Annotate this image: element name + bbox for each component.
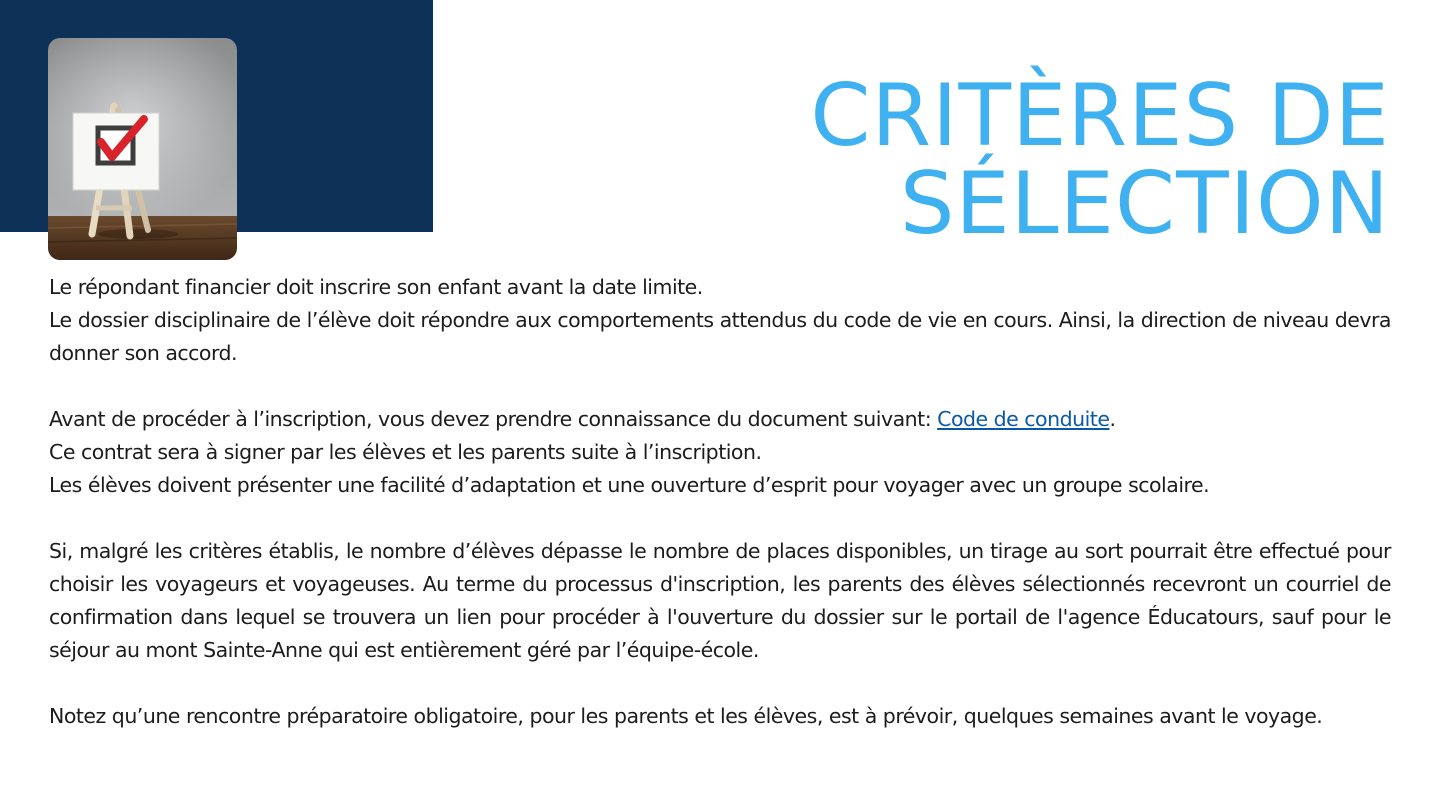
code-of-conduct-suffix: . (1109, 407, 1116, 431)
selection-criteria-text (49, 271, 1391, 733)
paragraph-disciplinary-record: Le dossier disciplinaire de l’élève doit répondre aux comportements attendus du code de vie en cours. Ainsi, la direction de niveau devra donner son accord. (49, 308, 1391, 365)
page-title (810, 66, 1390, 254)
spacer (49, 667, 1391, 700)
checkbox-easel-photo-icon (48, 38, 237, 260)
spacer (49, 370, 1391, 403)
title-line-1: CRITÈRES DE (810, 66, 1390, 166)
paragraph-preparatory-meeting: Notez qu’une rencontre préparatoire obligatoire, pour les parents et les élèves, est à prévoir, quelques semaines avant le voyage. (49, 704, 1323, 728)
title-line-2: SÉLECTION (899, 154, 1390, 254)
spacer (49, 502, 1391, 535)
code-of-conduct-link[interactable]: Code de conduite (937, 407, 1110, 431)
paragraph-contract: Ce contrat sera à signer par les élèves et les parents suite à l’inscription. (49, 440, 762, 464)
paragraph-code-of-conduct (49, 403, 1391, 436)
paragraph-adaptability: Les élèves doivent présenter une facilité d’adaptation et une ouverture d’esprit pour voyager avec un groupe scolaire. (49, 473, 1210, 497)
code-of-conduct-prefix: Avant de procéder à l’inscription, vous devez prendre connaissance du document suivant: (49, 407, 938, 431)
paragraph-deadline: Le répondant financier doit inscrire son enfant avant la date limite. (49, 275, 703, 299)
paragraph-draw-and-confirmation: Si, malgré les critères établis, le nombre d’élèves dépasse le nombre de places disponibles, un tirage au sort pourrait être effectué pour choisir les voyageurs et voyageuses. Au terme du processus d'inscription, les parents des élèves sélectionnés recevront un courriel de confirmation dans lequel se trouvera un lien pour procéder à l'ouverture du dossier sur le portail de l'agence Éducatours, sauf pour le séjour au mont Sainte-Anne qui est entièrement géré par l’équipe-école. (49, 539, 1391, 662)
